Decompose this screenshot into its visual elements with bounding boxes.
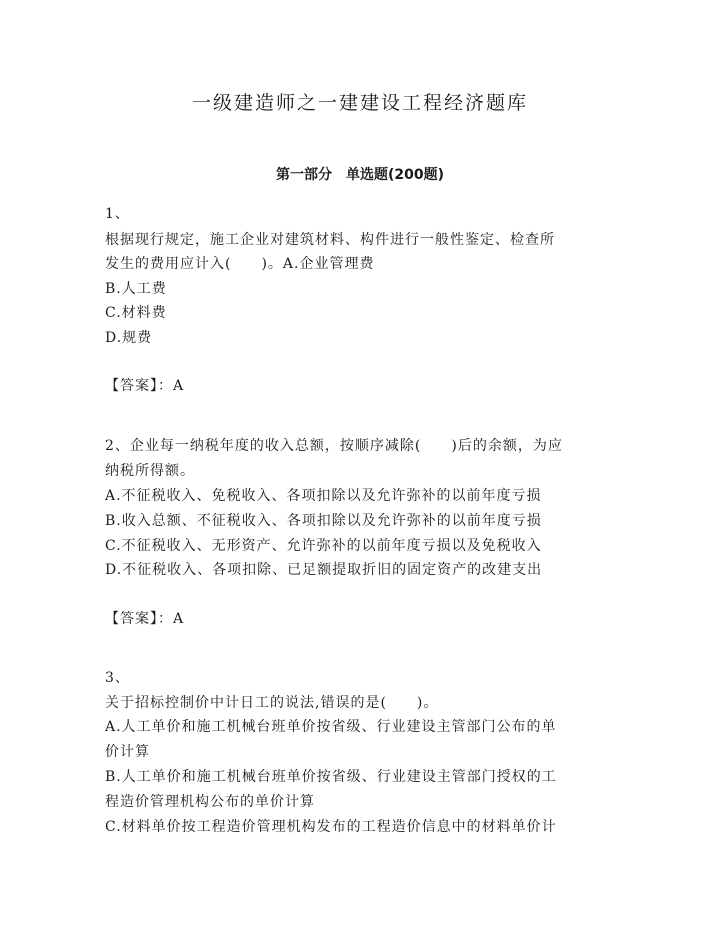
- question-2-option-d: D.不征税收入、各项扣除、已足额提取折旧的固定资产的改建支出: [105, 562, 543, 578]
- question-3-option-a-cont: 价计算: [105, 744, 150, 760]
- question-3-option-c: C.材料单价按工程造价管理机构发布的工程造价信息中的材料单价计: [105, 819, 557, 835]
- question-2-option-a: A.不征税收入、免税收入、各项扣除以及允许弥补的以前年度亏损: [105, 488, 542, 504]
- question-1-answer: 【答案】：A: [105, 378, 185, 394]
- question-3-option-a: A.人工单价和施工机械台班单价按省级、行业建设主管部门公布的单: [105, 719, 557, 735]
- question-3-option-b: B.人工单价和施工机械台班单价按省级、行业建设主管部门授权的工: [105, 769, 557, 785]
- question-1-stem-line: 发生的费用应计入( )。A.企业管理费: [105, 256, 375, 272]
- question-1-option-d: D.规费: [105, 330, 153, 346]
- question-2-answer: 【答案】：A: [105, 611, 185, 627]
- question-1-number: 1、: [105, 206, 130, 222]
- question-3-stem-line: 关于招标控制价中计日工的说法,错误的是( )。: [105, 695, 439, 711]
- question-3-option-b-cont: 程造价管理机构公布的单价计算: [105, 794, 315, 810]
- document-title: 一级建造师之一建建设工程经济题库: [191, 92, 528, 114]
- question-3-number: 3、: [105, 670, 130, 686]
- question-2-option-c: C.不征税收入、无形资产、允许弥补的以前年度亏损以及免税收入: [105, 538, 542, 554]
- question-1-stem-line: 根据现行规定，施工企业对建筑材料、构件进行一般性鉴定、检查所: [105, 232, 555, 248]
- question-1-option-c: C.材料费: [105, 305, 167, 321]
- question-2-stem-line: 纳税所得额。: [105, 463, 195, 479]
- question-1-option-b: B.人工费: [105, 281, 167, 297]
- question-2-option-b: B.收入总额、不征税收入、各项扣除以及允许弥补的以前年度亏损: [105, 513, 542, 529]
- section-heading: 第一部分 单选题(200题): [275, 167, 445, 183]
- question-2-stem-line: 2、企业每一纳税年度的收入总额，按顺序减除( )后的余额，为应: [105, 438, 563, 454]
